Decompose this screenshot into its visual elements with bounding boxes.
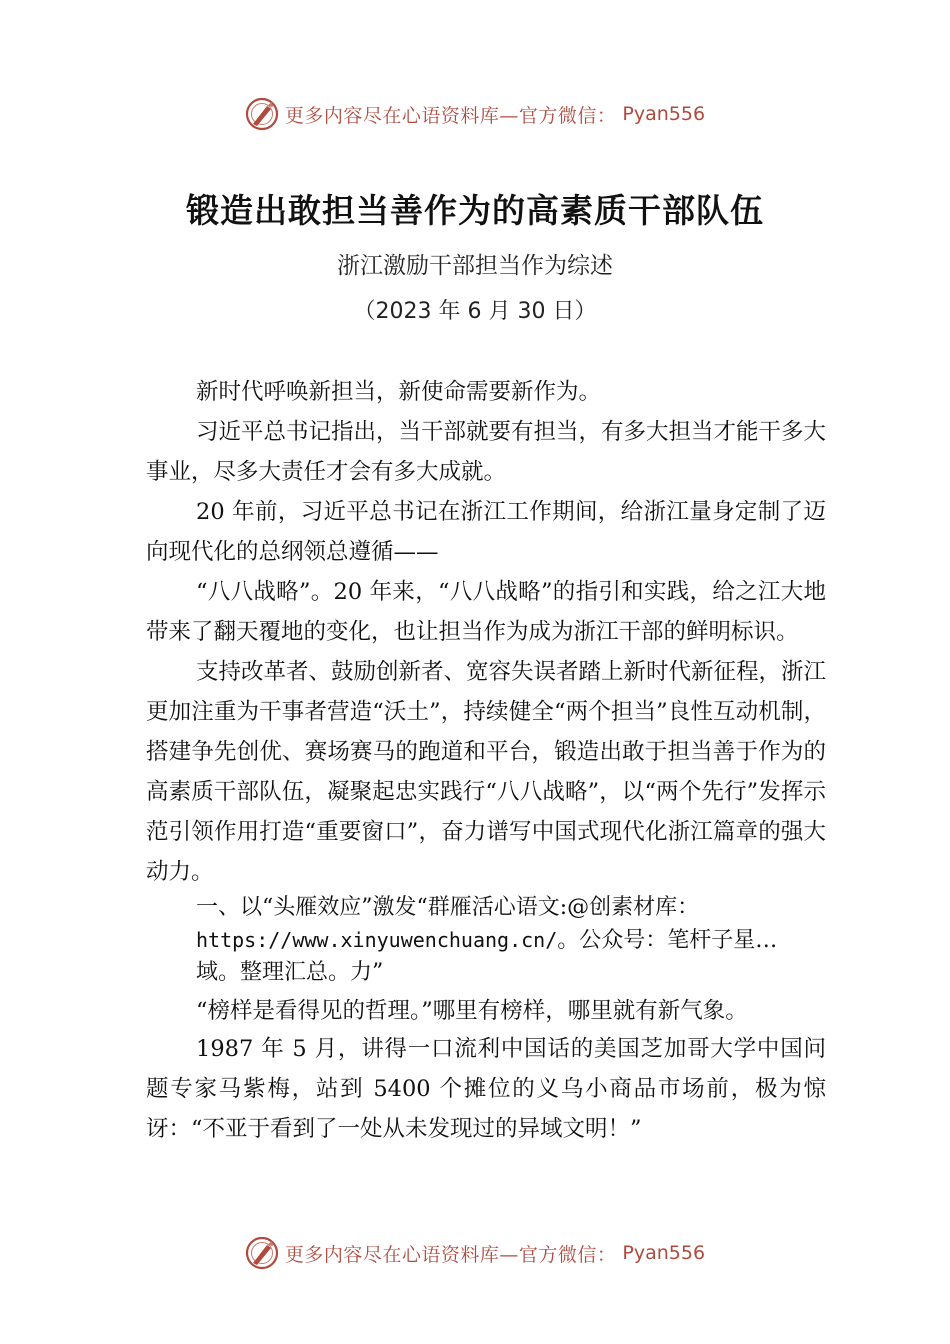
paragraph-6 [146,892,826,989]
banner-wechat-handle: Pyan556 [622,103,706,125]
paragraph-5: 支持改革者、鼓励创新者、宽容失误者踏上新时代新征程，浙江更加注重为干事者营造“沃土”，持续健全“两个担当”良性互动机制，搭建争先创优、赛场赛马的跑道和平台，锻造出敢于担当善于作为的高素质干部队伍，凝聚起忠实践行“八八战略”，以“两个先行”发挥示范引领作用打造“重要窗口”，奋力谱写中国式现代化浙江篇章的强大动力。 [146,659,827,885]
banner-text: 更多内容尽在心语资料库—官方微信： [284,1243,617,1266]
paragraph-7: “榜样是看得见的哲理。”哪里有榜样，哪里就有新气象。 [196,998,748,1024]
header-watermark-banner [0,94,950,134]
paragraph-6-line-2-rest: 。公众号：笔杆子星… [557,928,778,953]
paragraph-3: 20 年前，习近平总书记在浙江工作期间，给浙江量身定制了迈向现代化的总纲领总遵循—— [146,499,826,565]
footer-watermark-banner [0,1233,950,1273]
quill-logo-icon [245,97,279,131]
paragraph-4: “八八战略”。20 年来，“八八战略”的指引和实践，给之江大地带来了翻天覆地的变化，也让担当作为成为浙江干部的鲜明标识。 [146,579,826,645]
banner-text: 更多内容尽在心语资料库—官方微信： [284,104,617,127]
paragraph-6-line-1: 一、以“头雁效应”激发“群雁活心语文:@创素材库： [196,895,700,920]
document-subtitle: 浙江激励干部担当作为综述 [337,253,613,279]
quill-logo-icon [245,1236,279,1270]
source-url: https://www.xinyuwenchuang.cn/ [196,928,558,952]
paragraph-2: 习近平总书记指出，当干部就要有担当，有多大担当才能干多大事业，尽多大责任才会有多大成就。 [146,419,827,485]
banner-wechat-handle: Pyan556 [622,1242,706,1264]
paragraph-1: 新时代呼唤新担当，新使命需要新作为。 [196,379,602,405]
paragraph-6-line-2 [196,924,826,957]
document-title: 锻造出敢担当善作为的高素质干部队伍 [186,191,764,230]
document-body [146,372,826,1149]
document-date: （2023 年 6 月 30 日） [353,299,597,324]
paragraph-8: 1987 年 5 月，讲得一口流利中国话的美国芝加哥大学中国问题专家马紫梅，站到 5400 个摊位的义乌小商品市场前，极为惊讶：“不亚于看到了一处从未发现过的异域文明！” [146,1036,826,1142]
paragraph-6-line-3: 域。整理汇总。力” [196,960,384,985]
